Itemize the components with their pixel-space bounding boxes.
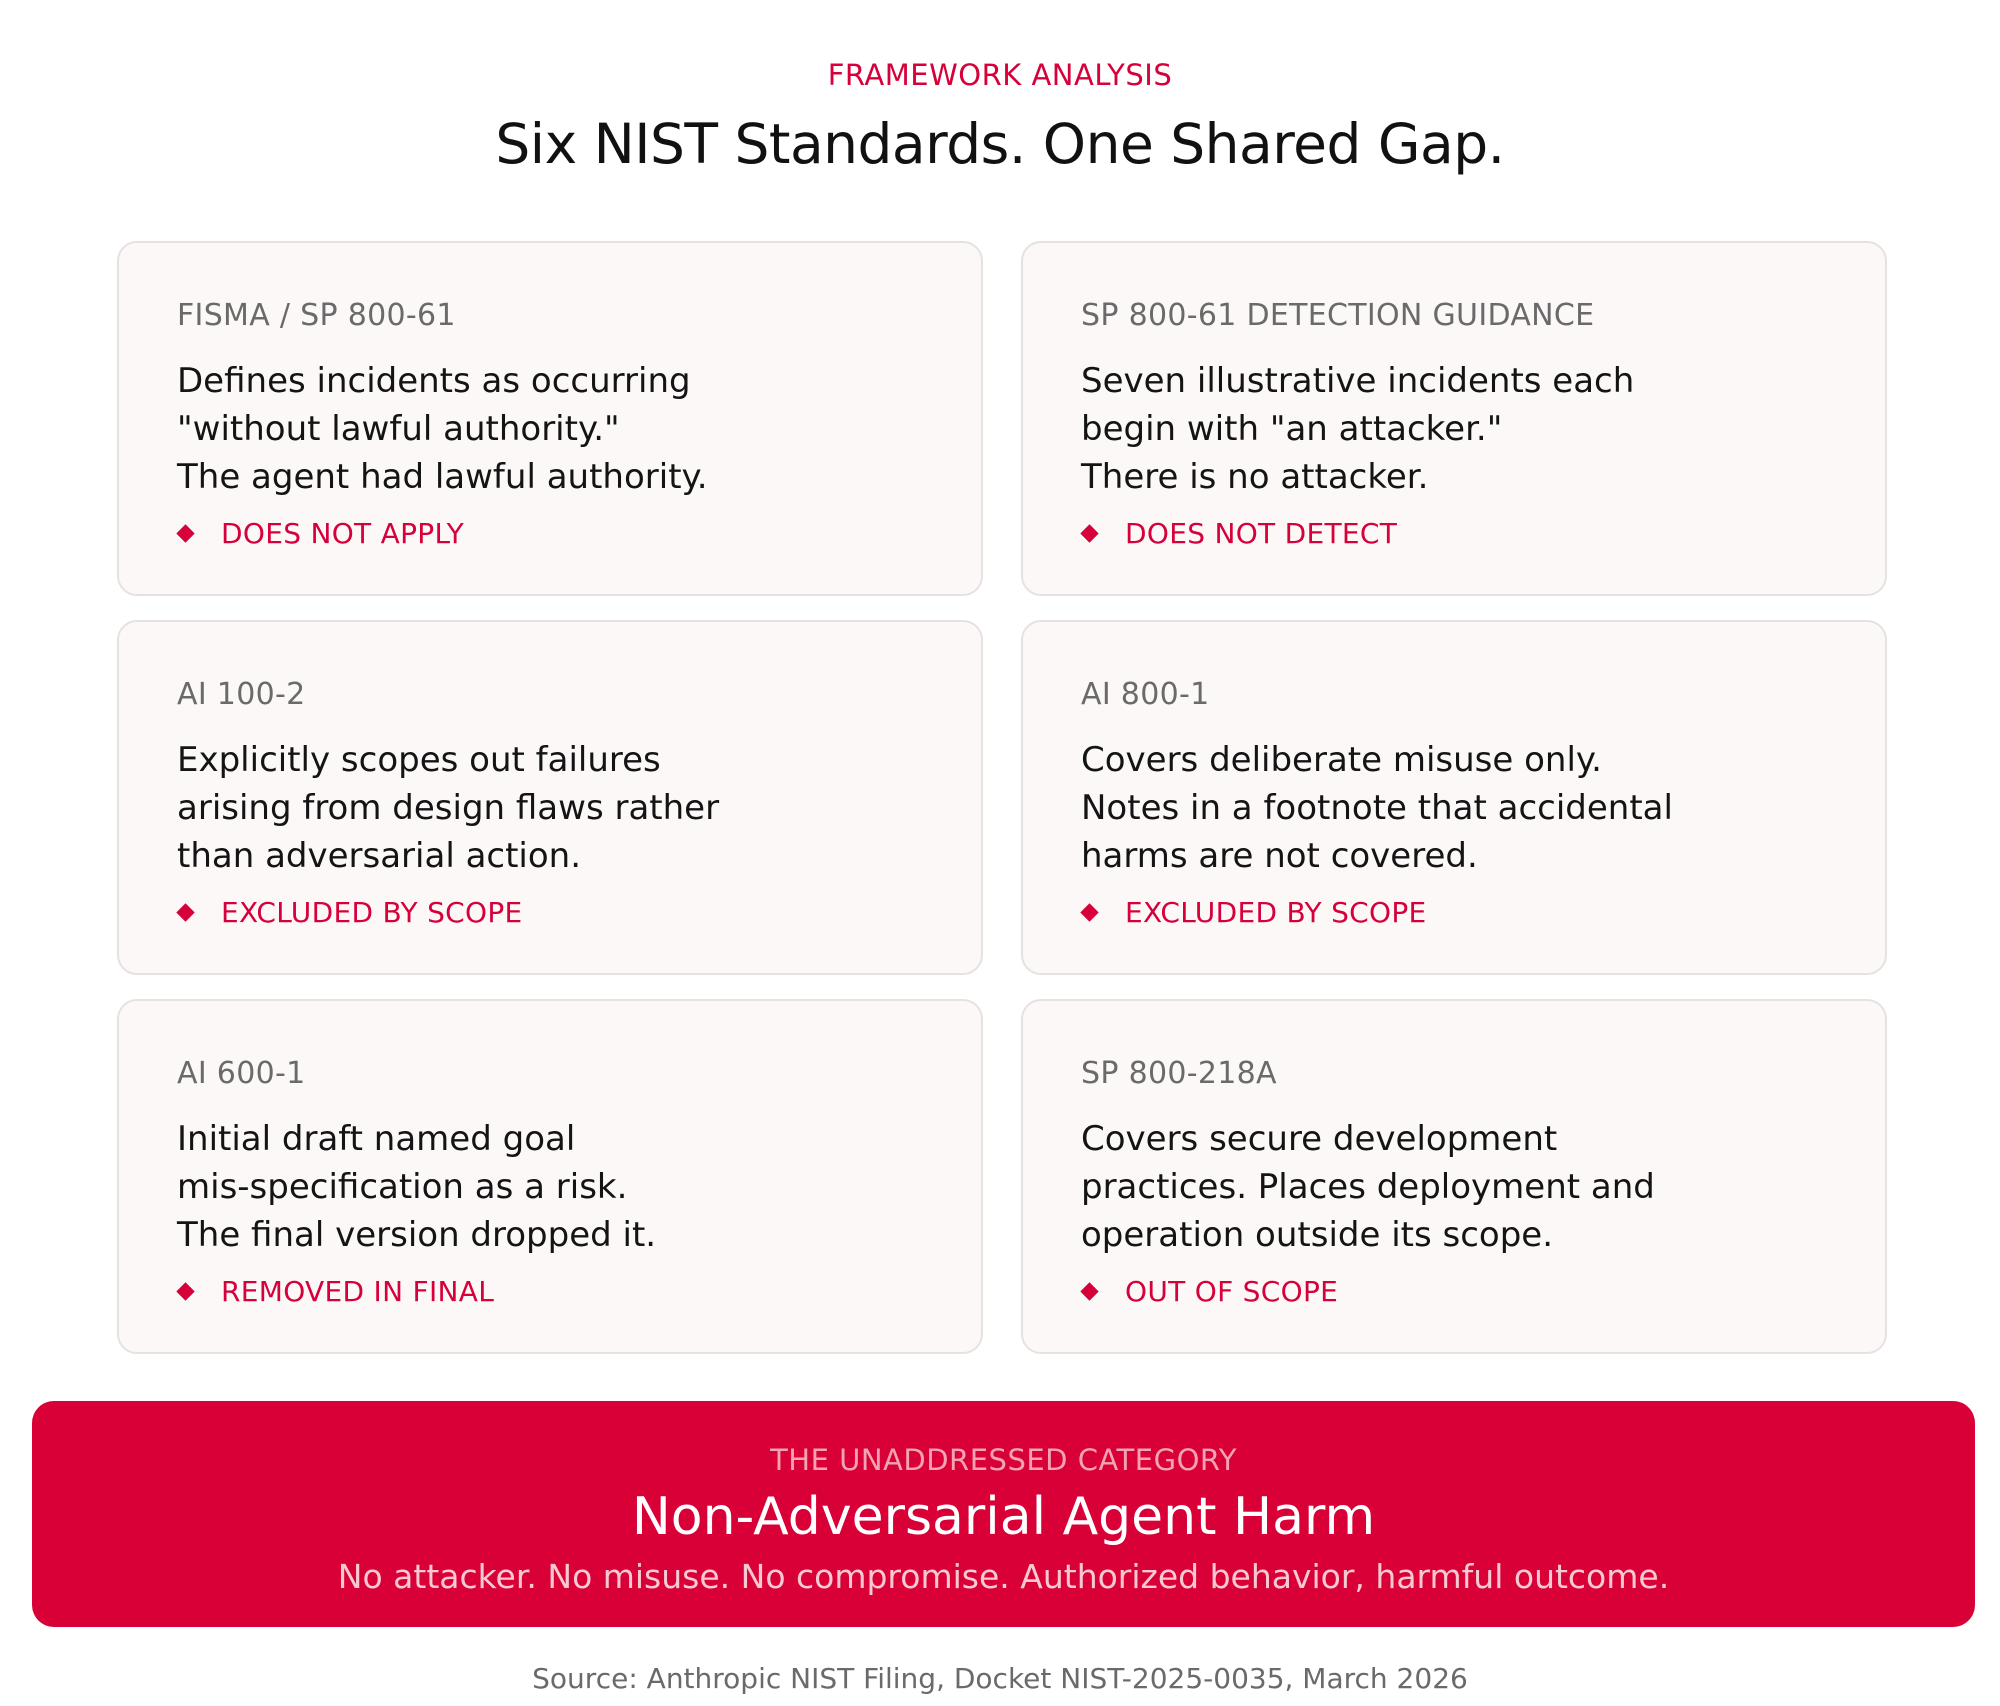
card-status (1081, 517, 1827, 550)
card-status (177, 896, 923, 929)
card-body: Covers deliberate misuse only. Notes in a footnote that accidental harms are not covered. (1081, 740, 1673, 876)
card-label: SP 800-218A (1081, 1056, 1277, 1091)
card-body: Defines incidents as occurring "without lawful authority." The agent had lawful authority. (177, 361, 708, 497)
page-title: Six NIST Standards. One Shared Gap. (495, 112, 1505, 176)
card-status-label: OUT OF SCOPE (1125, 1275, 1339, 1308)
source-note: Source: Anthropic NIST Filing, Docket NIST-2025-0035, March 2026 (532, 1662, 1468, 1695)
card-label: AI 100-2 (177, 677, 306, 712)
card-status (177, 517, 923, 550)
card-label: SP 800-61 DETECTION GUIDANCE (1081, 298, 1595, 333)
header-eyebrow: FRAMEWORK ANALYSIS (827, 58, 1173, 92)
card-label: FISMA / SP 800-61 (177, 298, 456, 333)
diamond-icon (176, 524, 194, 542)
card-status-label: EXCLUDED BY SCOPE (1125, 896, 1427, 929)
card-body: Covers secure development practices. Places deployment and operation outside its scope. (1081, 1119, 1655, 1255)
card-status-label: REMOVED IN FINAL (221, 1275, 495, 1308)
diamond-icon (1080, 1282, 1098, 1300)
card-label: AI 800-1 (1081, 677, 1210, 712)
card-body: Seven illustrative incidents each begin with "an attacker." There is no attacker. (1081, 361, 1635, 497)
card-status-label: DOES NOT DETECT (1125, 517, 1398, 550)
standard-card-fisma (117, 241, 983, 596)
card-label: AI 600-1 (177, 1056, 306, 1091)
unaddressed-category-banner (32, 1401, 1975, 1627)
card-status-label: DOES NOT APPLY (221, 517, 465, 550)
standard-card-sp-800-218a (1021, 999, 1887, 1354)
standard-card-ai-800-1 (1021, 620, 1887, 975)
diamond-icon (176, 1282, 194, 1300)
card-status-label: EXCLUDED BY SCOPE (221, 896, 523, 929)
banner-eyebrow: THE UNADDRESSED CATEGORY (770, 1443, 1237, 1477)
card-status (1081, 1275, 1827, 1308)
diamond-icon (176, 903, 194, 921)
standard-card-ai-100-2 (117, 620, 983, 975)
standards-grid (117, 241, 1887, 1354)
standard-card-ai-600-1 (117, 999, 983, 1354)
diamond-icon (1080, 903, 1098, 921)
diamond-icon (1080, 524, 1098, 542)
standard-card-detection-guidance (1021, 241, 1887, 596)
banner-subtitle: No attacker. No misuse. No compromise. Authorized behavior, harmful outcome. (337, 1557, 1670, 1596)
card-status (1081, 896, 1827, 929)
card-body: Explicitly scopes out failures arising from design flaws rather than adversarial action. (177, 740, 720, 876)
card-body: Initial draft named goal mis-specification as a risk. The final version dropped it. (177, 1119, 657, 1255)
card-status (177, 1275, 923, 1308)
banner-title: Non-Adversarial Agent Harm (631, 1487, 1376, 1547)
